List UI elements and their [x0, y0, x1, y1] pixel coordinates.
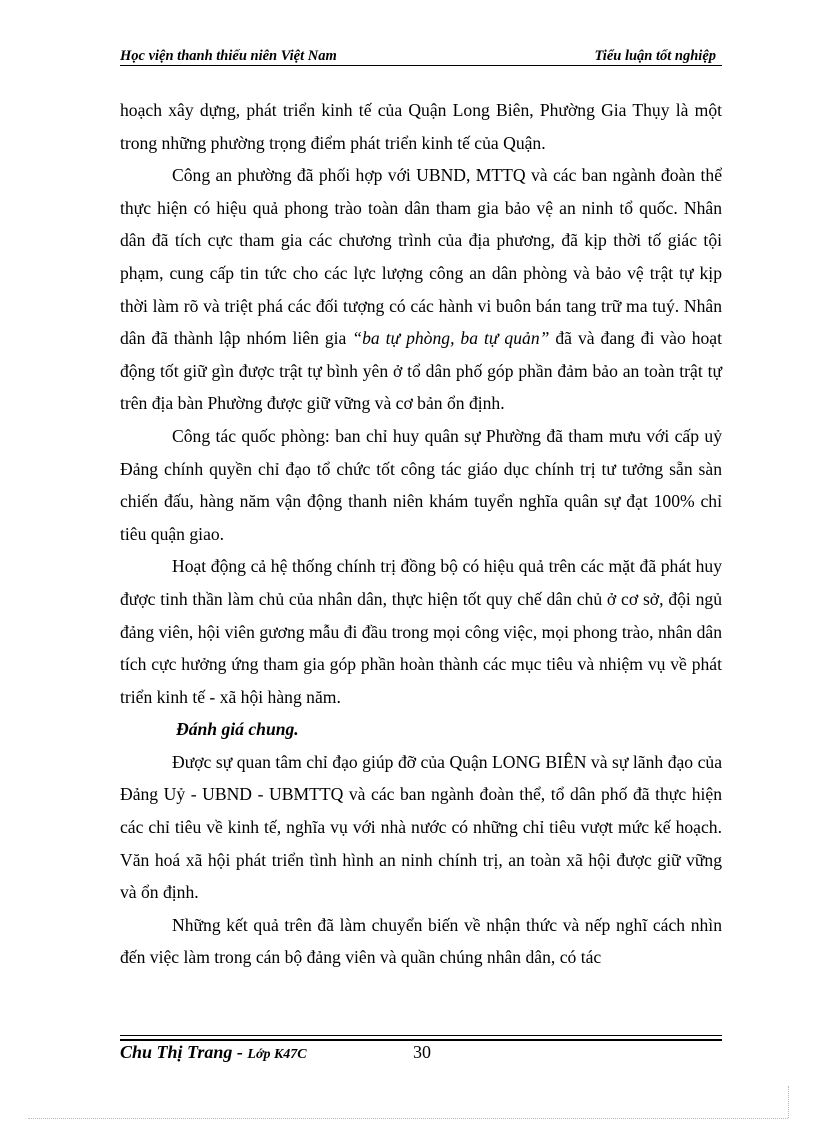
paragraph-security-quote: “ba tự phòng, ba tự quản” — [352, 328, 550, 349]
page-footer — [120, 1042, 722, 1066]
document-body — [120, 94, 722, 974]
paragraph-security-text-a: Công an phường đã phối hợp với UBND, MTTQ và các ban ngành đoàn thể thực hiện có hiệu quả phong trào toàn dân tham gia bảo vệ an ninh tổ quốc. Nhân dân đã tích cực tham gia các chương trình của địa phương, đã kịp thời tố giác tội phạm, cung cấp tin tức cho các lực lượng công an dân phòng và bảo vệ trật tự kịp thời làm rõ và triệt phá các đối tượng có các hành vi buôn bán tang trữ ma tuý. Nhân dân đã thành lập nhóm liên gia — [120, 165, 722, 349]
paragraph-continuation: hoạch xây dựng, phát triển kinh tế của Quận Long Biên, Phường Gia Thụy là một trong những phường trọng điểm phát triển kinh tế của Quận. — [120, 100, 722, 153]
paragraph-security-text-b: đã và đang đi vào hoạt động tốt giữ gìn được trật tự bình yên ở tổ dân phố góp phần đảm bảo an toàn trật tự trên địa bàn Phường được giữ vững và cơ bản ổn định. — [120, 328, 722, 414]
footer-rule-thick — [120, 1039, 722, 1041]
footer-rule-thin — [120, 1035, 722, 1036]
paragraph-results: Những kết quả trên đã làm chuyển biến về nhận thức và nếp nghĩ cách nhìn đến việc làm trong cán bộ đảng viên và quần chúng nhân dân, có tác — [120, 914, 722, 968]
page-edge-bottom — [28, 1118, 788, 1119]
footer-author: Chu Thị Trang — [120, 1042, 233, 1062]
page-number: 30 — [413, 1042, 431, 1062]
paragraph-defense: Công tác quốc phòng: ban chỉ huy quân sự Phường đã tham mưu với cấp uỷ Đảng chính quyền chỉ đạo tổ chức tốt công tác giáo dục chính trị tư tưởng sẵn sàn chiến đấu, hàng năm vận động thanh niên khám tuyển nghĩa quân sự đạt 100% chỉ tiêu quận giao. — [120, 425, 722, 544]
paragraph-political-system: Hoạt động cả hệ thống chính trị đồng bộ có hiệu quả trên các mặt đã phát huy được tinh thần làm chủ của nhân dân, thực hiện tốt quy chế dân chủ ở cơ sở, đội ngủ đảng viên, hội viên gương mẫu đi đầu trong mọi công việc, mọi phong trào, nhân dân tích cực hưởng ứng tham gia góp phần hoàn thành các mục tiêu và nhiệm vụ về phát triển kinh tế - xã hội hàng năm. — [120, 556, 722, 707]
header-institution: Học viện thanh thiếu niên Việt Nam — [120, 48, 337, 64]
page-header — [120, 44, 722, 66]
paragraph-security — [120, 159, 722, 420]
header-document-type: Tiểu luận tốt nghiệp — [594, 48, 716, 64]
page-edge-right — [788, 1086, 789, 1118]
header-rule — [120, 65, 722, 66]
paragraph-general-assessment: Được sự quan tâm chỉ đạo giúp đỡ của Quận LONG BIÊN và sự lãnh đạo của Đảng Uỷ - UBND - UBMTTQ và các ban ngành đoàn thể, tổ dân phố đã thực hiện các chỉ tiêu về kinh tế, nghĩa vụ với nhà nước có những chỉ tiêu vượt mức kế hoạch. Văn hoá xã hội phát triển tình hình an ninh chính trị, an toàn xã hội được giữ vững và ổn định. — [120, 751, 722, 903]
footer-class: Lớp K47C — [247, 1047, 307, 1062]
footer-separator: - — [232, 1042, 248, 1062]
section-heading: Đánh giá chung. — [176, 719, 299, 740]
